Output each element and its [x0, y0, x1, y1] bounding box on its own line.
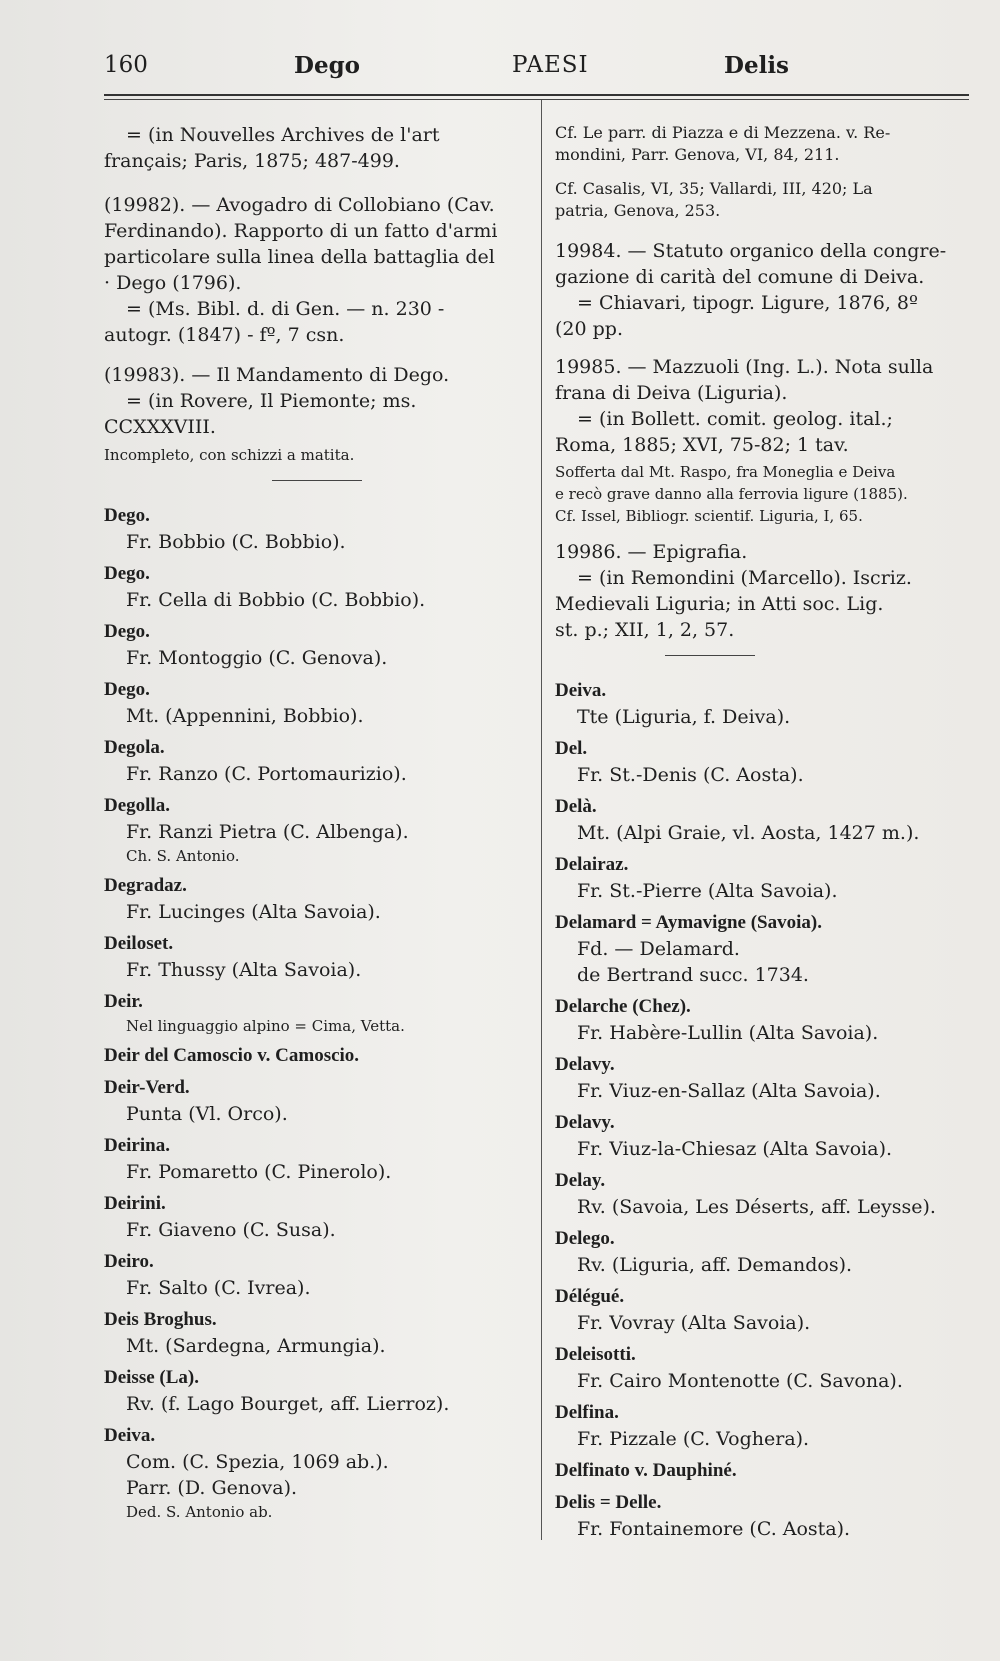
bibliography-entry [555, 354, 965, 458]
place-detail: Fr. Ranzo (C. Portomaurizio). [126, 763, 407, 785]
entry-line: Roma, 1885; XVI, 75-82; 1 tav. [555, 434, 849, 456]
place-detail: Mt. (Appennini, Bobbio). [126, 705, 364, 727]
reference-note [555, 122, 965, 166]
entry-line: français; Paris, 1875; 487-499. [104, 150, 400, 172]
place-detail: Com. (C. Spezia, 1069 ab.). [126, 1451, 389, 1473]
place-heading: Délégué. [555, 1286, 625, 1307]
entry-line: Ferdinando). Rapporto di un fatto d'armi [104, 220, 498, 242]
place-heading: Deleisotti. [555, 1344, 636, 1365]
place-entry [555, 1052, 965, 1104]
entry-line: 19984. — Statuto organico della congre- [555, 240, 947, 262]
place-heading: Delfina. [555, 1402, 619, 1423]
place-detail: Fr. Salto (C. Ivrea). [126, 1277, 311, 1299]
place-entry [555, 1490, 965, 1542]
place-heading: Degola. [104, 737, 165, 758]
place-entry [555, 994, 965, 1046]
place-detail: Fr. Habère-Lullin (Alta Savoia). [577, 1022, 879, 1044]
place-entry [104, 989, 529, 1037]
entry-line: Cf. Issel, Bibliogr. scientif. Liguria, I, 65. [555, 507, 863, 525]
entry-line: particolare sulla linea della battaglia del [104, 246, 495, 268]
place-heading: Deiro. [104, 1251, 154, 1272]
place-heading: Deis Broghus. [104, 1309, 217, 1330]
place-detail: Fr. Pizzale (C. Voghera). [577, 1428, 810, 1450]
header-right-word: Delis [724, 52, 790, 79]
place-entry [104, 1307, 529, 1359]
place-detail: Mt. (Sardegna, Armungia). [126, 1335, 386, 1357]
entry-line: Medievali Liguria; in Atti soc. Lig. [555, 593, 884, 615]
place-heading: Deiva. [104, 1425, 156, 1446]
place-entry [555, 678, 965, 730]
place-detail: Rv. (f. Lago Bourget, aff. Lierroz). [126, 1393, 450, 1415]
place-detail: Fr. Pomaretto (C. Pinerolo). [126, 1161, 392, 1183]
place-detail: Fr. Viuz-en-Sallaz (Alta Savoia). [577, 1080, 881, 1102]
place-entry [104, 873, 529, 925]
place-detail: Fr. St.-Pierre (Alta Savoia). [577, 880, 838, 902]
place-heading: Dego. [104, 563, 150, 584]
place-entry [104, 561, 529, 613]
place-heading: Delamard = Aymavigne (Savoia). [555, 912, 822, 933]
entry-line: (19983). — Il Mandamento di Dego. [104, 364, 450, 386]
place-heading: Deisse (La). [104, 1367, 199, 1388]
entry-note: Incompleto, con schizzi a matita. [104, 446, 355, 464]
place-heading: Dego. [104, 679, 150, 700]
place-entry [555, 852, 965, 904]
place-detail: Fr. Lucinges (Alta Savoia). [126, 901, 381, 923]
place-detail: Fr. Thussy (Alta Savoia). [126, 959, 362, 981]
place-entry [555, 1458, 965, 1484]
entry-line: gazione di carità del comune di Deiva. [555, 266, 925, 288]
entry-line: Cf. Casalis, VI, 35; Vallardi, III, 420; La [555, 179, 873, 198]
entry-line: mondini, Parr. Genova, VI, 84, 211. [555, 145, 840, 164]
place-heading: Deiloset. [104, 933, 174, 954]
entry-line: = (in Nouvelles Archives de l'art [126, 124, 440, 146]
place-heading: Delà. [555, 796, 597, 817]
entry-line: = (Ms. Bibl. d. di Gen. — n. 230 - [126, 298, 445, 320]
place-entry [104, 931, 529, 983]
place-entry [104, 1075, 529, 1127]
entry-line: = (in Rovere, Il Piemonte; ms. [126, 390, 417, 412]
place-detail: Fr. Vovray (Alta Savoia). [577, 1312, 811, 1334]
place-detail: Fr. Montoggio (C. Genova). [126, 647, 388, 669]
place-detail: Fr. St.-Denis (C. Aosta). [577, 764, 804, 786]
place-heading: Degradaz. [104, 875, 187, 896]
place-heading: Delavy. [555, 1112, 615, 1133]
place-entry [104, 503, 529, 555]
place-heading: Delay. [555, 1170, 606, 1191]
place-heading: Deirini. [104, 1193, 166, 1214]
place-entry [555, 1400, 965, 1452]
place-detail: Fr. Bobbio (C. Bobbio). [126, 531, 346, 553]
place-heading: Deir del Camoscio v. Camoscio. [104, 1045, 360, 1066]
entry-line: 19985. — Mazzuoli (Ing. L.). Nota sulla [555, 356, 934, 378]
entry-line: e recò grave danno alla ferrovia ligure (1885). [555, 485, 908, 503]
entry-line: (19982). — Avogadro di Collobiano (Cav. [104, 194, 495, 216]
entry-line: = (in Remondini (Marcello). Iscriz. [577, 567, 912, 589]
place-note: Nel linguaggio alpino = Cima, Vetta. [126, 1017, 405, 1035]
place-detail: Fr. Ranzi Pietra (C. Albenga). [126, 821, 409, 843]
entry-line: Sofferta dal Mt. Raspo, fra Moneglia e Deiva [555, 463, 896, 481]
entry-line: Cf. Le parr. di Piazza e di Mezzena. v. Re- [555, 123, 891, 142]
place-detail: Fd. — Delamard. [577, 938, 740, 960]
place-detail: Punta (Vl. Orco). [126, 1103, 288, 1125]
entry-line: = (in Bollett. comit. geolog. ital.; [577, 408, 893, 430]
place-note: Ded. S. Antonio ab. [126, 1503, 273, 1521]
place-list [104, 503, 529, 1523]
entry-line: · Dego (1796). [104, 272, 242, 294]
header-left-word: Dego [294, 52, 361, 79]
reference-note [555, 178, 965, 222]
place-entry [104, 793, 529, 867]
section-separator [272, 480, 362, 481]
place-detail: Fr. Cairo Montenotte (C. Savona). [577, 1370, 903, 1392]
column-divider [541, 100, 542, 1540]
place-heading: Delairaz. [555, 854, 629, 875]
place-entry [555, 794, 965, 846]
place-entry [555, 1110, 965, 1162]
right-column [555, 122, 965, 1548]
place-heading: Degolla. [104, 795, 170, 816]
place-heading: Deirina. [104, 1135, 170, 1156]
place-heading: Dego. [104, 505, 150, 526]
place-detail: Parr. (D. Genova). [126, 1477, 298, 1499]
entry-line: = Chiavari, tipogr. Ligure, 1876, 8º [577, 292, 918, 314]
running-header [104, 52, 794, 92]
place-note: Ch. S. Antonio. [126, 847, 240, 865]
place-detail: Tte (Liguria, f. Deiva). [577, 706, 791, 728]
place-detail: Rv. (Savoia, Les Déserts, aff. Leysse). [577, 1196, 936, 1218]
place-detail: Rv. (Liguria, aff. Demandos). [577, 1254, 853, 1276]
entry-line: frana di Deiva (Liguria). [555, 382, 788, 404]
place-detail: de Bertrand succ. 1734. [577, 964, 809, 986]
place-list [555, 678, 965, 1542]
place-heading: Delego. [555, 1228, 615, 1249]
entry-line: patria, Genova, 253. [555, 201, 721, 220]
header-rule [104, 94, 969, 100]
entry-note [555, 461, 965, 527]
place-detail: Fr. Viuz-la-Chiesaz (Alta Savoia). [577, 1138, 893, 1160]
place-entry [555, 910, 965, 988]
place-entry [104, 619, 529, 671]
place-entry [555, 1226, 965, 1278]
header-center-word: PAESI [512, 52, 589, 78]
entry-line: CCXXXVIII. [104, 416, 216, 438]
place-detail: Fr. Cella di Bobbio (C. Bobbio). [126, 589, 426, 611]
place-entry [104, 1043, 529, 1069]
place-detail: Fr. Giaveno (C. Susa). [126, 1219, 336, 1241]
place-heading: Delarche (Chez). [555, 996, 691, 1017]
place-heading: Deir-Verd. [104, 1077, 190, 1098]
place-entry [555, 1168, 965, 1220]
bibliography-entry [555, 539, 965, 643]
section-separator [665, 655, 755, 656]
bibliography-entry [555, 238, 965, 342]
place-heading: Delavy. [555, 1054, 615, 1075]
place-entry [104, 1249, 529, 1301]
place-entry [104, 735, 529, 787]
left-column [104, 122, 529, 1529]
place-entry [104, 677, 529, 729]
place-heading: Deiva. [555, 680, 607, 701]
place-entry [104, 1133, 529, 1185]
place-heading: Dego. [104, 621, 150, 642]
entry-line: 19986. — Epigrafia. [555, 541, 748, 563]
bibliography-entry [104, 192, 529, 348]
place-entry [555, 1342, 965, 1394]
place-entry [555, 736, 965, 788]
place-detail: Fr. Fontainemore (C. Aosta). [577, 1518, 851, 1540]
bibliography-entry [104, 362, 529, 440]
bibliography-entry [104, 122, 529, 174]
place-entry [104, 1365, 529, 1417]
entry-line: (20 pp. [555, 318, 623, 340]
entry-line: autogr. (1847) - fº, 7 csn. [104, 324, 345, 346]
entry-line: st. p.; XII, 1, 2, 57. [555, 619, 735, 641]
place-entry [555, 1284, 965, 1336]
page-number: 160 [104, 52, 148, 78]
place-heading: Delis = Delle. [555, 1492, 662, 1513]
place-entry [104, 1423, 529, 1523]
place-heading: Delfinato v. Dauphiné. [555, 1460, 737, 1481]
place-entry [104, 1191, 529, 1243]
place-detail: Mt. (Alpi Graie, vl. Aosta, 1427 m.). [577, 822, 920, 844]
place-heading: Deir. [104, 991, 143, 1012]
place-heading: Del. [555, 738, 588, 759]
